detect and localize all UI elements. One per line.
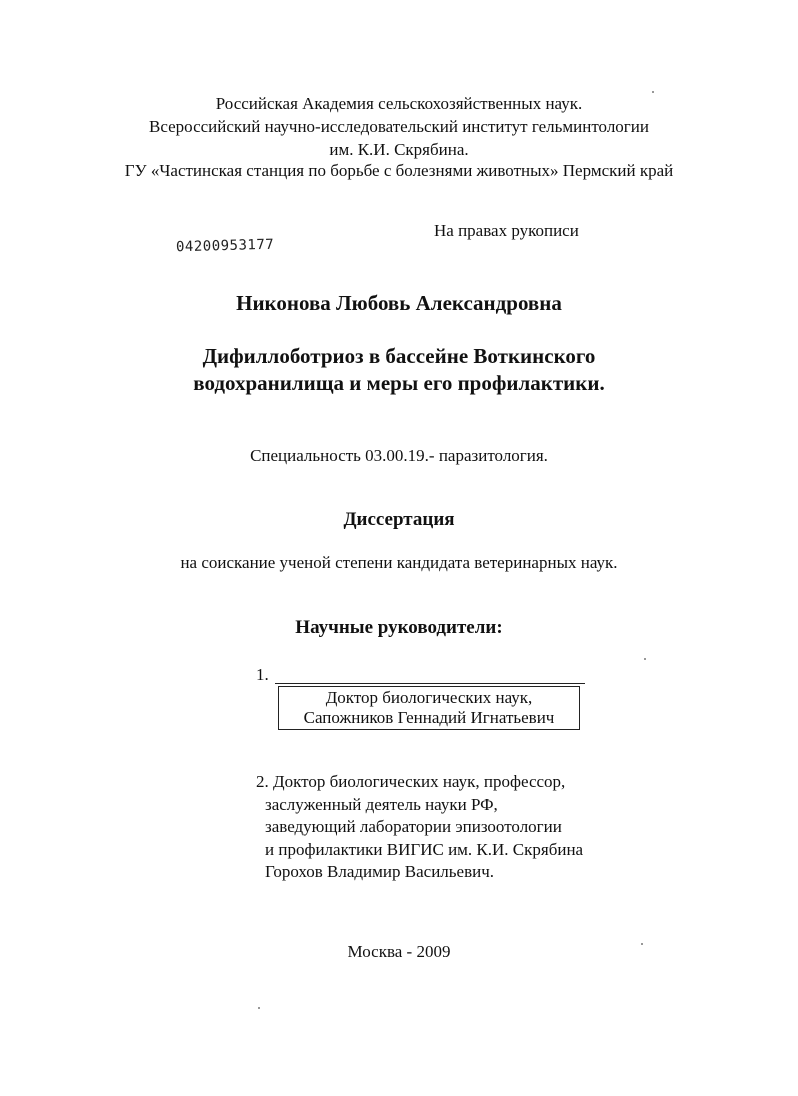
scan-speck	[258, 1007, 260, 1009]
header-academy: Российская Академия сельскохозяйственных наук.	[215, 94, 583, 113]
specialty: Специальность 03.00.19.- паразитология.	[250, 446, 548, 465]
supervisor-2-block	[256, 771, 583, 884]
supervisor-1-degree: Доктор биологических наук,	[325, 688, 533, 707]
supervisor-2-line-5: Горохов Владимир Васильевич.	[265, 862, 494, 881]
header-station: ГУ «Частинская станция по борьбе с болезнями животных» Пермский край	[124, 161, 674, 180]
scan-speck	[644, 658, 646, 660]
supervisor-1-number: 1.	[256, 665, 269, 684]
dissertation-title-line-2: водохранилища и меры его профилактики.	[193, 371, 605, 395]
header-institute-name: им. К.И. Скрябина.	[329, 140, 469, 159]
scan-speck	[641, 943, 643, 945]
header-institute: Всероссийский научно-исследовательский институт гельминтологии	[149, 117, 649, 136]
scan-speck	[652, 91, 654, 93]
dissertation-title-line-1: Дифиллоботриоз в бассейне Воткинского	[202, 344, 596, 368]
supervisor-2-line-1: 2. Доктор биологических наук, профессор,	[256, 772, 566, 791]
supervisor-1-rule	[275, 683, 585, 684]
supervisor-1-box	[278, 686, 580, 730]
author-name: Никонова Любовь Александровна	[236, 291, 562, 315]
document-type: Диссертация	[343, 509, 455, 530]
supervisor-2-line-2: заслуженный деятель науки РФ,	[265, 794, 498, 814]
supervisor-2-line-3: заведующий лаборатории эпизоотологии	[265, 817, 562, 836]
city-year: Москва - 2009	[347, 942, 451, 961]
registry-stamp: 04200953177	[175, 236, 275, 256]
supervisors-heading: Научные руководители:	[295, 617, 503, 638]
supervisor-2-line-4: и профилактики ВИГИС им. К.И. Скрябина	[265, 839, 584, 859]
manuscript-note: На правах рукописи	[434, 221, 579, 240]
supervisor-1-name: Сапожников Геннадий Игнатьевич	[303, 708, 555, 727]
degree-line: на соискание ученой степени кандидата ветеринарных наук.	[180, 553, 618, 572]
